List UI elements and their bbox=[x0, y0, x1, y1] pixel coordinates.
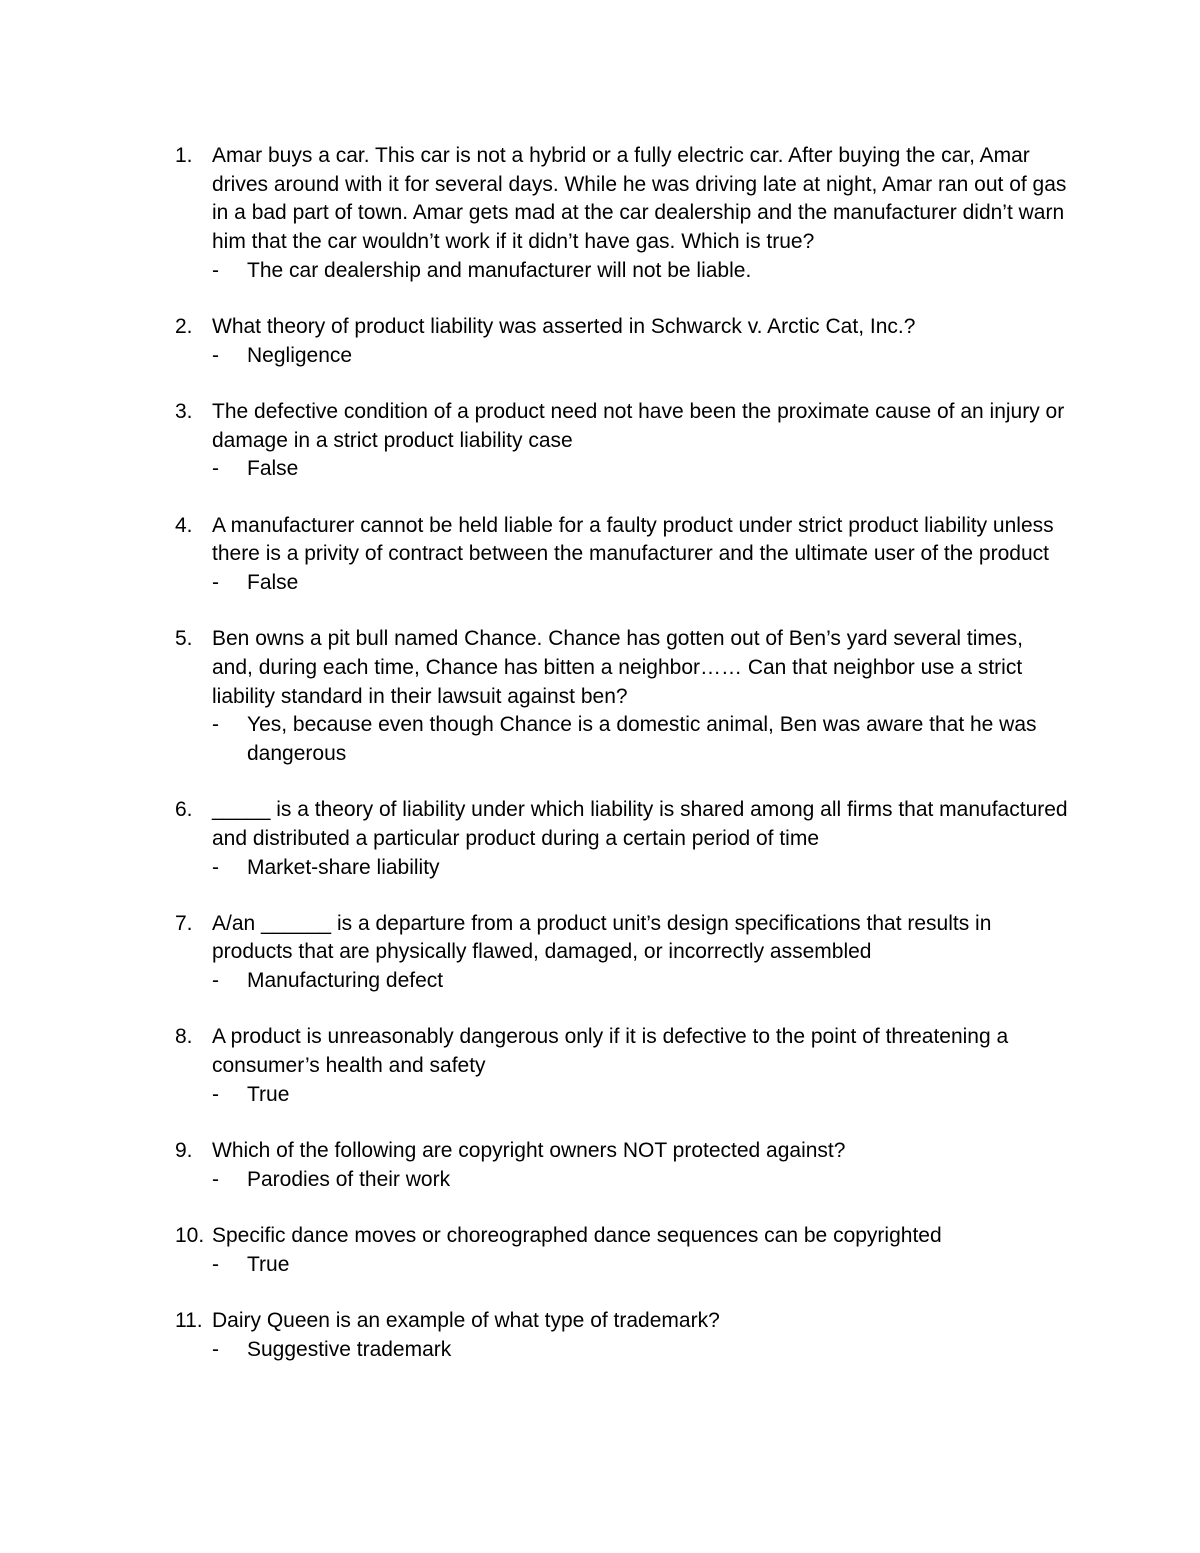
answer-text: False bbox=[247, 570, 299, 594]
question-number: 1. bbox=[175, 144, 193, 167]
answer-line bbox=[212, 1336, 1068, 1365]
answer-dash: - bbox=[212, 1337, 219, 1361]
question-item bbox=[0, 142, 1068, 286]
question-text: What theory of product liability was asserted in Schwarck v. Arctic Cat, Inc.? bbox=[212, 315, 916, 339]
question-number: 6. bbox=[175, 798, 193, 822]
question-text: Dairy Queen is an example of what type of trademark? bbox=[212, 1308, 720, 1332]
question-item bbox=[0, 1023, 1068, 1109]
answer-line bbox=[212, 1166, 1068, 1195]
answer-dash: - bbox=[212, 258, 219, 282]
answer-text: Negligence bbox=[247, 343, 353, 367]
answer-line bbox=[212, 711, 1068, 768]
question-number: 5. bbox=[175, 627, 193, 651]
answer-text: Yes, because even though Chance is a domestic animal, Ben was aware that he was dangerous bbox=[247, 713, 1037, 765]
question-number: 9. bbox=[175, 1138, 193, 1162]
answer-text: Parodies of their work bbox=[247, 1167, 451, 1191]
question-number: 11. bbox=[175, 1308, 203, 1332]
answer-dash: - bbox=[212, 1167, 219, 1191]
answer-text: True bbox=[247, 1082, 290, 1106]
question-text: A/an ______ is a departure from a product unit’s design specifications that results in products that are physically flawed, damaged, or incorrectly assembled bbox=[212, 911, 992, 964]
answer-dash: - bbox=[212, 343, 219, 367]
answer-text: False bbox=[247, 457, 299, 481]
question-number: 10. bbox=[175, 1223, 205, 1247]
answer-dash: - bbox=[212, 713, 219, 737]
answer-line bbox=[212, 569, 1068, 598]
question-item bbox=[0, 796, 1068, 882]
question-number: 7. bbox=[175, 911, 193, 935]
answer-dash: - bbox=[212, 969, 219, 993]
question-item bbox=[0, 910, 1068, 996]
answer-text: True bbox=[247, 1252, 290, 1276]
question-text: Specific dance moves or choreographed dance sequences can be copyrighted bbox=[212, 1223, 942, 1247]
question-item bbox=[0, 1307, 1068, 1364]
answer-text: Suggestive trademark bbox=[247, 1337, 452, 1361]
answer-line bbox=[212, 1081, 1068, 1110]
question-item bbox=[0, 1222, 1068, 1279]
question-number: 2. bbox=[175, 315, 193, 339]
question-number: 4. bbox=[175, 513, 193, 537]
question-text: A product is unreasonably dangerous only if it is defective to the point of threatening a consumer’s health and safety bbox=[212, 1025, 1009, 1078]
answer-dash: - bbox=[212, 457, 219, 481]
answer-line bbox=[212, 342, 1068, 371]
answer-line bbox=[212, 1251, 1068, 1280]
answer-line bbox=[212, 257, 1068, 286]
answer-line bbox=[212, 854, 1068, 883]
question-item bbox=[0, 398, 1068, 484]
question-number: 3. bbox=[175, 399, 193, 423]
answer-line bbox=[212, 967, 1068, 996]
question-item bbox=[0, 313, 1068, 370]
answer-text: Market-share liability bbox=[247, 855, 440, 879]
question-item bbox=[0, 1137, 1068, 1194]
question-text: Which of the following are copyright owners NOT protected against? bbox=[212, 1138, 846, 1162]
answer-dash: - bbox=[212, 1252, 219, 1276]
question-text: _____ is a theory of liability under which liability is shared among all firms that manufactured and distributed a particular product during a certain period of time bbox=[212, 798, 1068, 850]
answer-dash: - bbox=[212, 855, 219, 879]
question-text: A manufacturer cannot be held liable for a faulty product under strict product liability unless there is a privity of contract between the manufacturer and the ultimate user of the product bbox=[212, 513, 1054, 566]
answer-text: Manufacturing defect bbox=[247, 969, 444, 993]
answer-text: The car dealership and manufacturer will not be liable. bbox=[247, 258, 752, 282]
answer-dash: - bbox=[212, 1082, 219, 1106]
question-text: The defective condition of a product need not have been the proximate cause of an injury or damage in a strict product liability case bbox=[212, 399, 1065, 452]
question-item bbox=[0, 625, 1068, 769]
answer-dash: - bbox=[212, 570, 219, 594]
question-text: Ben owns a pit bull named Chance. Chance has gotten out of Ben’s yard several times, and, during each time, Chance has bitten a neighbor…… Can that neighbor use a strict liability standard in their lawsuit against ben? bbox=[212, 627, 1023, 708]
question-item bbox=[0, 512, 1068, 598]
answer-line bbox=[212, 455, 1068, 484]
question-text: Amar buys a car. This car is not a hybrid or a fully electric car. After buying the car, Amar drives around with it for several days. While he was driving late at night, Amar ran out of gas in a bad part of town. Amar gets mad at the car dealership and the manufacturer didn’t warn him that the car wouldn’t work if it didn’t have gas. Which is true? bbox=[212, 144, 1067, 254]
question-number: 8. bbox=[175, 1025, 193, 1049]
question-list bbox=[0, 142, 1200, 1392]
